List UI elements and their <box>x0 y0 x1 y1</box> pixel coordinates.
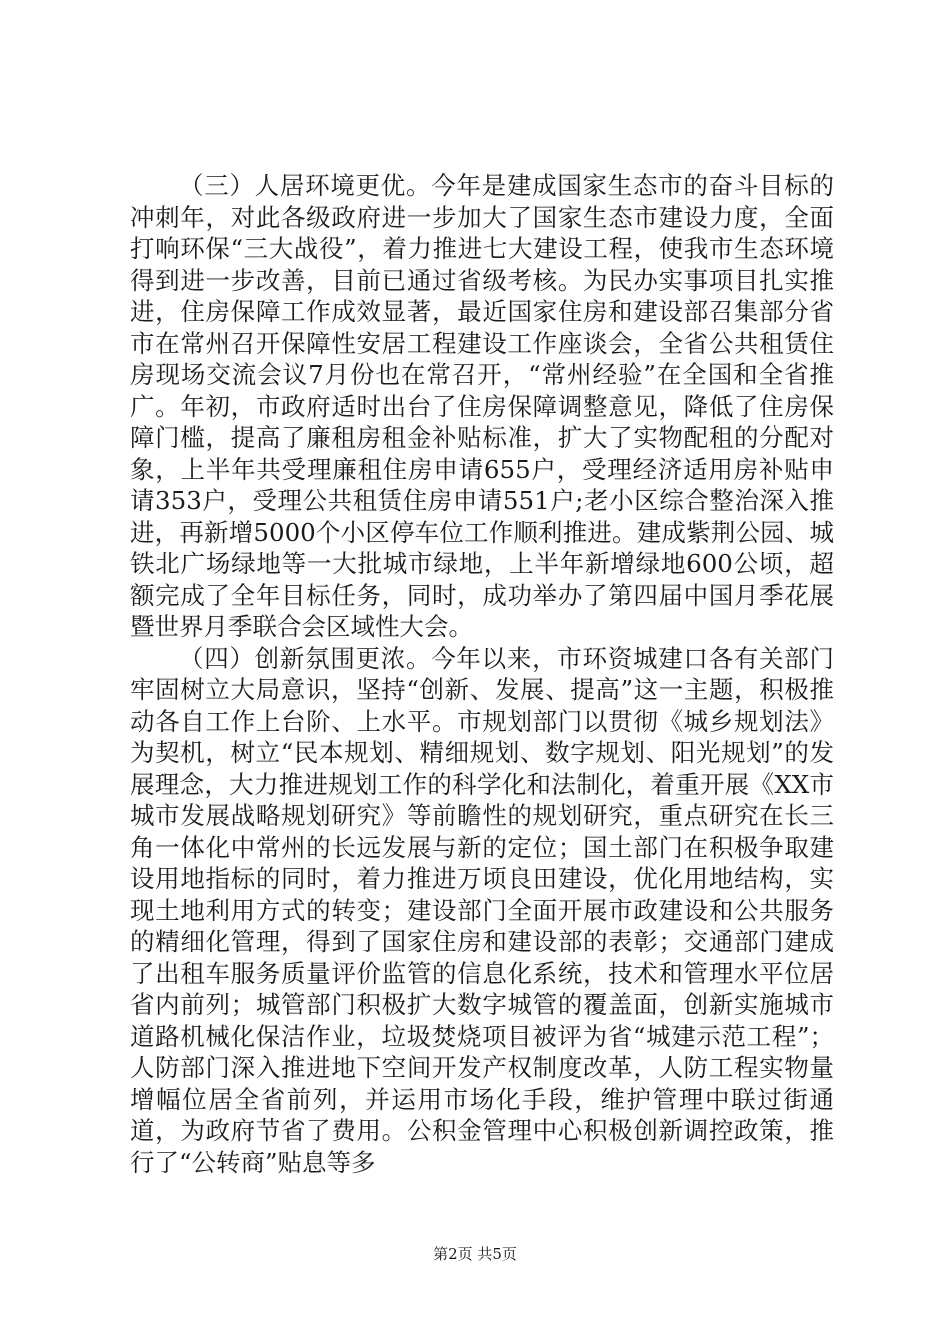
document-body <box>130 170 834 1178</box>
paragraph-section-3: （三）人居环境更优。今年是建成国家生态市的奋斗目标的冲刺年，对此各级政府进一步加大了国家生态市建设力度，全面打响环保“三大战役”，着力推进七大建设工程，使我市生态环境得到进一步改善，目前已通过省级考核。为民办实事项目扎实推进，住房保障工作成效显著，最近国家住房和建设部召集部分省市在常州召开保障性安居工程建设工作座谈会，全省公共租赁住房现场交流会议7月份也在常召开，“常州经验”在全国和全省推广。年初，市政府适时出台了住房保障调整意见，降低了住房保障门槛，提高了廉租房租金补贴标准，扩大了实物配租的分配对象，上半年共受理廉租住房申请655户，受理经济适用房补贴申请353户，受理公共租赁住房申请551户;老小区综合整治深入推进，再新增5000个小区停车位工作顺利推进。建成紫荆公园、城铁北广场绿地等一大批城市绿地，上半年新增绿地600公顷，超额完成了全年目标任务，同时，成功举办了第四届中国月季花展暨世界月季联合会区域性大会。 <box>130 171 834 641</box>
paragraph-section-4: （四）创新氛围更浓。今年以来，市环资城建口各有关部门牢固树立大局意识，坚持“创新、发展、提高”这一主题，积极推动各自工作上台阶、上水平。市规划部门以贯彻《城乡规划法》为契机，树立“民本规划、精细规划、数字规划、阳光规划”的发展理念，大力推进规划工作的科学化和法制化，着重开展《XX市城市发展战略规划研究》等前瞻性的规划研究，重点研究在长三角一体化中常州的长远发展与新的定位；国土部门在积极争取建设用地指标的同时，着力推进万顷良田建设，优化用地结构，实现土地利用方式的转变；建设部门全面开展市政建设和公共服务的精细化管理，得到了国家住房和建设部的表彰；交通部门建成了出租车服务质量评价监管的信息化系统，技术和管理水平位居省内前列；城管部门积极扩大数字城管的覆盖面，创新实施城市道路机械化保洁作业，垃圾焚烧项目被评为省“城建示范工程”；人防部门深入推进地下空间开发产权制度改革，人防工程实物量增幅位居全省前列，并运用市场化手段，维护管理中联过街通道，为政府节省了费用。公积金管理中心积极创新调控政策，推行了“公转商”贴息等多 <box>130 643 834 1177</box>
page-number-footer: 第2页 共5页 <box>433 1245 517 1263</box>
